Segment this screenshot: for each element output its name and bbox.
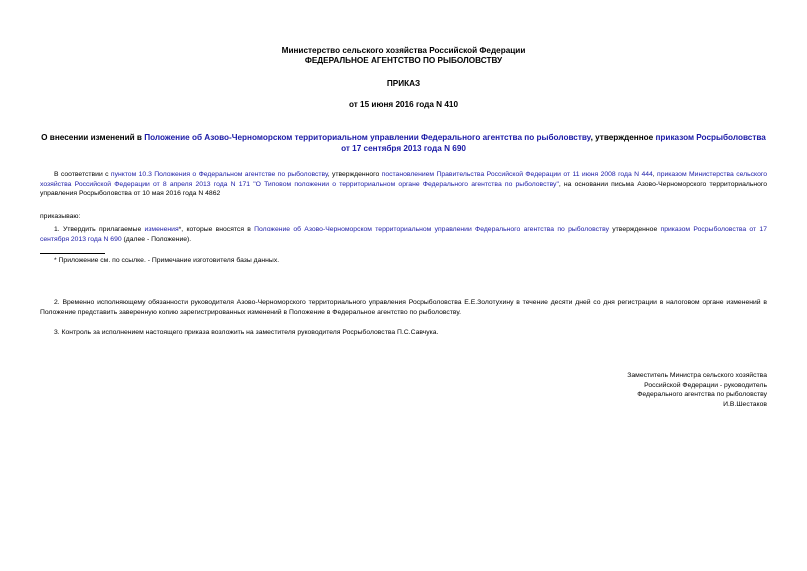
item1-link-order[interactable]: приказом Росрыболовства от 17 сентября 2013 года N 690: [40, 226, 767, 243]
document-title: [40, 132, 767, 154]
item1-text-2: *, которые вносятся в: [178, 226, 255, 233]
signature-name: И.В.Шестаков: [723, 400, 767, 408]
preamble-text-3: ,: [652, 171, 658, 178]
ministry-name: Министерство сельского хозяйства Российской Федерации: [281, 46, 526, 55]
item-3-paragraph: 3. Контроль за исполнением настоящего приказа возложить на заместителя руководителя Росрыболовства П.С.Савчука.: [54, 329, 439, 336]
document-header: [40, 46, 767, 66]
footnote: * Приложение см. по ссылке. - Примечание изготовителя базы данных.: [54, 257, 280, 264]
preamble-link-decree[interactable]: постановлением Правительства Российской Федерации от 11 июня 2008 года N 444: [381, 171, 653, 178]
title-prefix: О внесении изменений в: [41, 133, 145, 142]
title-middle: , утвержденное: [590, 133, 656, 142]
item1-link-regulation[interactable]: Положение об Азово-Черноморском территориальном управлении Федерального агентства по рыболовству: [254, 226, 609, 233]
signature-position-3: Федерального агентства по рыболовству: [637, 391, 767, 399]
order-word: приказываю:: [40, 213, 81, 220]
title-link-order[interactable]: приказом Росрыболовства от 17 сентября 2013 года N 690: [341, 133, 766, 153]
signature-block: [627, 371, 767, 409]
signature-position-2: Российской Федерации - руководитель: [644, 381, 767, 389]
preamble-text-1: В соответствии с: [54, 171, 111, 178]
item1-link-changes[interactable]: изменения: [144, 226, 179, 233]
preamble-text-2: , утвержденного: [327, 171, 382, 178]
footnote-divider: [40, 253, 105, 254]
signature-position-1: Заместитель Министра сельского хозяйства: [627, 372, 767, 379]
preamble-link-ministry-order[interactable]: приказом Министерства сельского хозяйства Российской Федерации от 8 апреля 2013 года N 171 "О Типовом положении о территориальном органе Федерального агентства по рыболовству": [40, 171, 767, 188]
agency-name: ФЕДЕРАЛЬНОЕ АГЕНТСТВО ПО РЫБОЛОВСТВУ: [304, 56, 503, 65]
item-2-paragraph: 2. Временно исполняющему обязанности руководителя Азово-Черноморского территориального управления Росрыболовства Е.Е.Золотухину в течение десяти дней со дня регистрации в налоговом органе изменений в Положение представить заверенную копию зарегистрированных изменений в Положение в Федеральное агентство по рыболовству.: [40, 299, 767, 316]
preamble-paragraph: [40, 170, 767, 199]
item1-text-1: 1. Утвердить прилагаемые: [54, 226, 145, 233]
document-date: от 15 июня 2016 года N 410: [348, 100, 459, 109]
title-link-regulation[interactable]: Положение об Азово-Черноморском территориальном управлении Федерального агентства по рыболовству: [144, 133, 591, 142]
item1-text-4: (далее - Положение).: [121, 235, 192, 243]
item1-text-3: утвержденное: [609, 226, 661, 233]
preamble-text-4: , на основании письма Азово-Черноморского территориального управления Росрыболовства от 10 мая 2016 года N 4862: [40, 180, 767, 198]
preamble-link-clause[interactable]: пунктом 10.3 Положения о Федеральном агентстве по рыболовству: [110, 171, 328, 178]
item-1-paragraph: [40, 225, 767, 244]
document-type: ПРИКАЗ: [386, 79, 421, 88]
